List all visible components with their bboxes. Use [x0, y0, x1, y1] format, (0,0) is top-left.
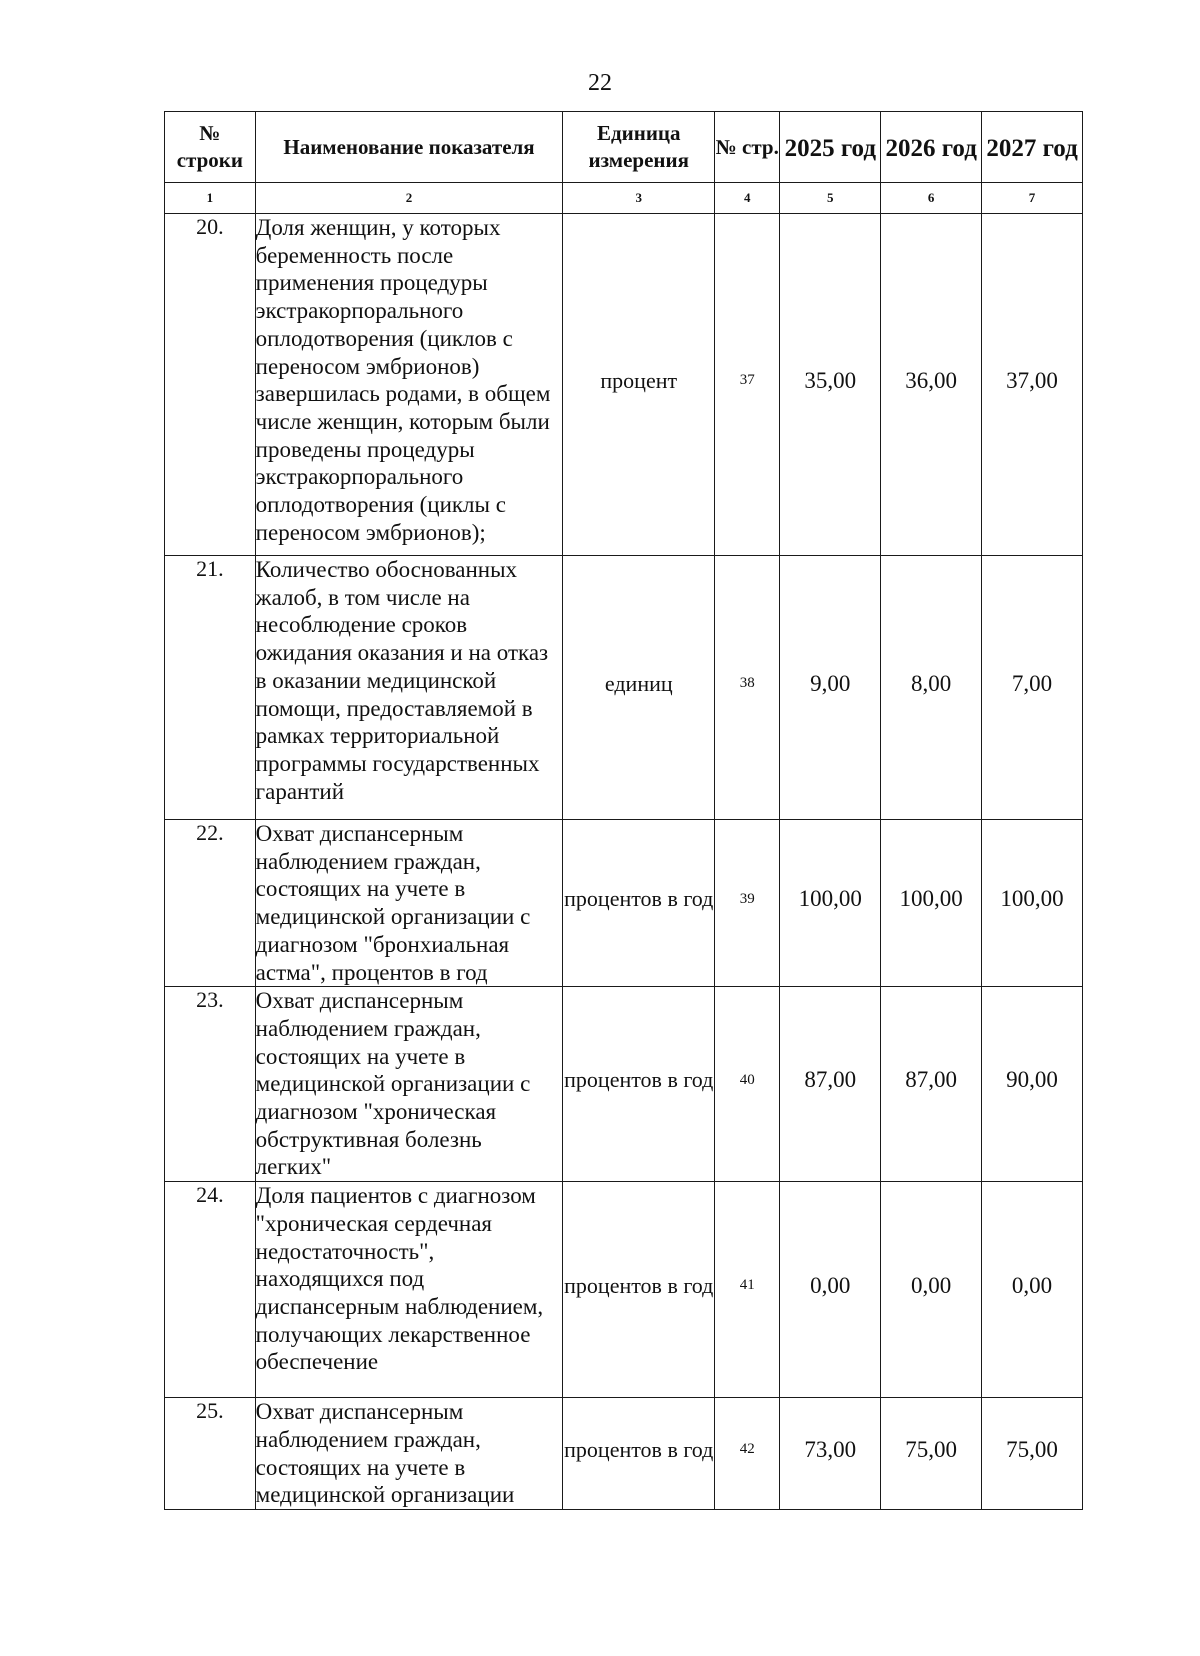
value-2025-cell [780, 987, 881, 1182]
value-2025: 100,00 [798, 886, 862, 912]
value-2026-cell [881, 1398, 982, 1510]
page-ref: 38 [739, 675, 755, 691]
value-2027: 0,00 [1011, 1272, 1053, 1298]
value-2025-cell [780, 556, 881, 820]
value-2025-cell [780, 820, 881, 987]
column-number: 1 [165, 183, 256, 214]
header-name: Наименование показателя [255, 112, 563, 183]
value-2026-cell [881, 556, 982, 820]
page-ref-cell [715, 1182, 780, 1398]
row-number: 22. [165, 820, 256, 987]
unit-text: процентов в год [564, 886, 714, 912]
value-2026: 87,00 [905, 1067, 958, 1093]
indicator-name: Охват диспансерным наблюдением граждан, состоящих на учете в медицинской организации с диагнозом "хроническая обструктивная болезнь легких" [255, 987, 563, 1182]
page-ref-cell [715, 214, 780, 556]
table-header-row [165, 112, 1083, 183]
value-2027: 100,00 [1000, 886, 1064, 912]
unit-cell [563, 987, 715, 1182]
column-number: 5 [780, 183, 881, 214]
header-page: № стр. [715, 112, 780, 183]
unit-cell [563, 1182, 715, 1398]
column-number: 4 [715, 183, 780, 214]
value-2025: 87,00 [804, 1067, 857, 1093]
page-ref: 41 [739, 1277, 755, 1294]
value-2026: 0,00 [911, 1272, 952, 1298]
indicator-name: Охват диспансерным наблюдением граждан, состоящих на учете в медицинской организации с диагнозом "бронхиальная астма", процентов в год [255, 820, 563, 987]
header-year-2026: 2026 год [881, 112, 982, 183]
table-row [165, 214, 1083, 556]
table-row [165, 1182, 1083, 1398]
value-2025-cell [780, 1182, 881, 1398]
value-2025: 9,00 [810, 670, 851, 696]
column-number: 7 [982, 183, 1083, 214]
table-row [165, 987, 1083, 1182]
value-2025-cell [780, 214, 881, 556]
table-row [165, 820, 1083, 987]
unit-text: процентов в год [564, 1436, 714, 1462]
value-2027: 7,00 [1011, 670, 1053, 696]
value-2026: 100,00 [899, 886, 963, 912]
value-2027-cell [982, 556, 1083, 820]
value-2026-cell [881, 820, 982, 987]
unit-text: единиц [604, 670, 673, 696]
row-number: 21. [165, 556, 256, 820]
page-ref: 42 [739, 1441, 755, 1458]
value-2025: 35,00 [804, 367, 857, 393]
unit-cell [563, 556, 715, 820]
value-2026-cell [881, 987, 982, 1182]
header-year-2025: 2025 год [780, 112, 881, 183]
value-2027-cell [982, 214, 1083, 556]
value-2027: 75,00 [1006, 1436, 1058, 1462]
indicator-name: Доля женщин, у которых беременность после применения процедуры экстракорпорального оплодотворения (циклов с переносом эмбрионов) завершилась родами, в общем числе женщин, которым были проведены процедуры экстракорпорального оплодотворения (циклы с переносом эмбрионов); [255, 214, 563, 556]
value-2027-cell [982, 820, 1083, 987]
value-2026: 75,00 [905, 1436, 958, 1462]
value-2027-cell [982, 1182, 1083, 1398]
value-2025: 73,00 [804, 1436, 857, 1462]
value-2027-cell [982, 987, 1083, 1182]
unit-cell [563, 1398, 715, 1510]
header-unit: Единица измерения [563, 112, 715, 183]
value-2026-cell [881, 1182, 982, 1398]
page-ref-cell [715, 820, 780, 987]
header-rownum: № строки [165, 112, 256, 183]
value-2027: 37,00 [1006, 367, 1058, 393]
indicator-name: Количество обоснованных жалоб, в том числе на несоблюдение сроков ожидания оказания и на отказ в оказании медицинской помощи, предоставляемой в рамках территориальной программы государственных гарантий [255, 556, 563, 820]
unit-cell [563, 820, 715, 987]
value-2025-cell [780, 1398, 881, 1510]
unit-cell [563, 214, 715, 556]
page-ref-cell [715, 556, 780, 820]
table-row [165, 556, 1083, 820]
row-number: 25. [165, 1398, 256, 1510]
value-2026: 8,00 [911, 670, 952, 696]
value-2025: 0,00 [810, 1272, 851, 1298]
page-number: 22 [588, 70, 612, 96]
unit-text: процентов в год [564, 1272, 714, 1298]
value-2026: 36,00 [905, 367, 958, 393]
value-2027: 90,00 [1006, 1067, 1058, 1093]
table-row [165, 1398, 1083, 1510]
value-2027-cell [982, 1398, 1083, 1510]
column-numbers-row [165, 183, 1083, 214]
indicators-table [164, 111, 1083, 1510]
page-ref: 39 [739, 890, 755, 907]
value-2026-cell [881, 214, 982, 556]
column-number: 6 [881, 183, 982, 214]
row-number: 24. [165, 1182, 256, 1398]
page-ref-cell [715, 987, 780, 1182]
indicator-name: Доля пациентов с диагнозом "хроническая сердечная недостаточность", находящихся под диспансерным наблюдением, получающих лекарственное обеспечение [255, 1182, 563, 1398]
column-number: 3 [563, 183, 715, 214]
column-number: 2 [255, 183, 563, 214]
page-ref: 37 [739, 372, 755, 388]
header-year-2027: 2027 год [982, 112, 1083, 183]
page-ref: 40 [739, 1071, 755, 1088]
row-number: 23. [165, 987, 256, 1182]
indicator-name: Охват диспансерным наблюдением граждан, состоящих на учете в медицинской организации [255, 1398, 563, 1510]
unit-text: процентов в год [564, 1067, 714, 1093]
row-number: 20. [165, 214, 256, 556]
unit-text: процент [600, 367, 678, 393]
page-ref-cell [715, 1398, 780, 1510]
